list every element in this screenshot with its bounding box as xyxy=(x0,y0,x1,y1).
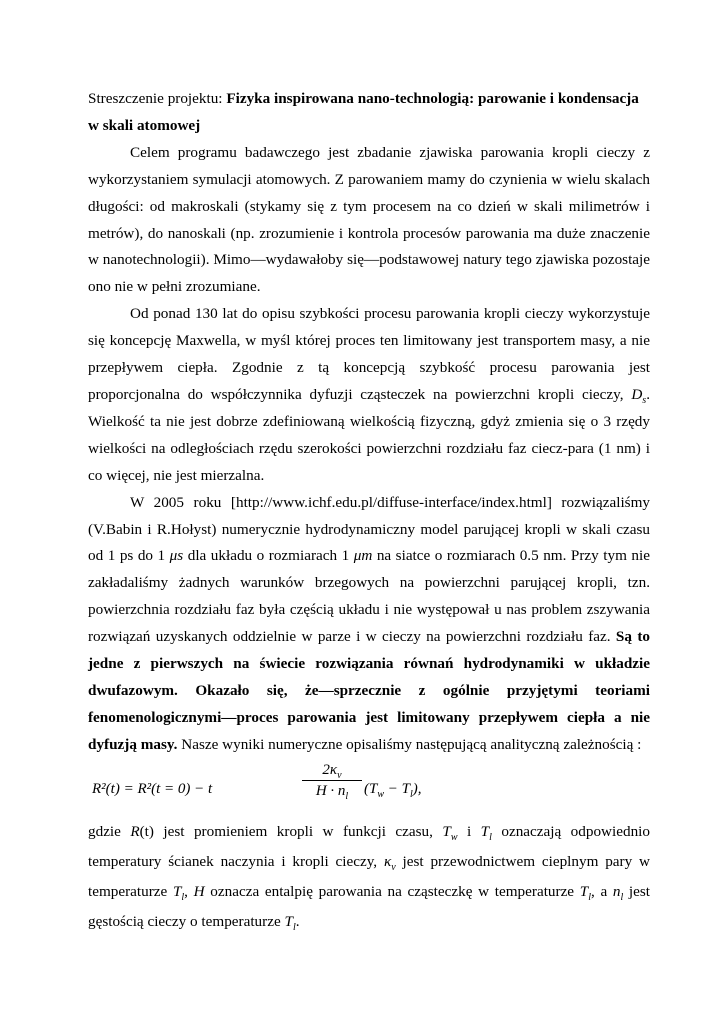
formula-lhs: R²(t) = R²(t = 0) − t xyxy=(92,780,213,797)
numerator-text: 2κ xyxy=(322,761,338,778)
title-prefix: Streszczenie projektu: xyxy=(88,90,227,107)
p4-nl: n xyxy=(612,882,621,900)
p4-Tl: T xyxy=(480,822,490,840)
formula-fraction xyxy=(302,761,362,800)
p4-Tw: T xyxy=(442,822,451,840)
p4-Tl3-sub: l xyxy=(588,891,591,903)
paragraph-2-text: Od ponad 130 lat do opisu szybkości procesu parowania kropli cieczy wykorzystuje się koncepcję Maxwella, w myśl której proces ten limitowany jest transportem masy, a nie przepływem ciepła. Zgodnie z tą koncepcją szybkość procesu parowania jest proporcjonalna do współczynnika dyfuzji cząsteczek na powierzchni kropli cieczy, xyxy=(88,305,650,403)
p4-9: jest gęstością cieczy o temperaturze xyxy=(88,882,651,930)
p4-nl-sub: l xyxy=(620,891,624,903)
unit-microsecond: μs xyxy=(169,547,184,565)
p4-Tl4-sub: l xyxy=(292,921,296,933)
p4-8: , a xyxy=(590,882,613,900)
rhs-sub1: w xyxy=(377,788,385,800)
p4-Tw-sub: w xyxy=(450,831,458,843)
p4-kappa: κ xyxy=(383,852,392,870)
fraction-bar xyxy=(302,780,362,781)
p4-10: . xyxy=(295,912,300,930)
document-title xyxy=(88,86,650,140)
paragraph-1: Celem programu badawczego jest zbadanie zjawiska parowania kropli cieczy z wykorzystaniem symulacji atomowych. Z parowaniem mamy do czynienia w wielu skalach długości: od makroskali (stykamy się z tym procesem na co dzień w skali milimetrów i metrów), do nanoskali (np. zrozumienie i kontrola procesów parowania ma duże znaczenie w nanotechnologii). Mimo—wydawałoby się—podstawowej natury tego zjawiska pozostaje ono nie w pełni zrozumiane. xyxy=(88,143,650,296)
rhs-end: ), xyxy=(412,780,422,797)
paragraph-2-text2: . Wielkość ta nie jest dobrze zdefiniowaną wielkością fizyczną, gdyż zmienia się o 3 rzędy wielkości na odległościach rzędu szerokości powierzchni rozdziału faz ciecz-para (1 nm) i co więcej, nie jest mierzalna. xyxy=(88,385,650,484)
p4-7: oznacza entalpię parowania na cząsteczkę w temperaturze xyxy=(204,882,580,900)
p4-R: R xyxy=(130,822,140,840)
rhs-text: (T xyxy=(364,780,378,797)
p4-1: gdzie xyxy=(88,822,131,840)
formula-rhs xyxy=(364,776,422,803)
formula xyxy=(88,759,650,817)
p4-Tl2-sub: l xyxy=(181,891,185,903)
formula-numerator xyxy=(302,761,362,779)
paragraph-4 xyxy=(88,817,650,937)
paragraph-3 xyxy=(88,490,650,759)
p4-2: (t) jest promieniem kropli w funkcji czasu, xyxy=(139,822,443,840)
paragraph-3-part4: Nasze wyniki numeryczne opisaliśmy następującą analityczną zależnością : xyxy=(177,735,642,753)
p4-3: i xyxy=(457,822,481,840)
symbol-D-sub: s xyxy=(642,395,647,406)
rhs-mid: − T xyxy=(384,780,410,797)
p4-4: oznaczają odpowiednio temperatury ścianek naczynia i kropli cieczy, xyxy=(88,822,650,870)
p4-kappa-sub: v xyxy=(391,861,396,873)
title-bold: Fizyka inspirowana nano-technologią: parowanie i kondensacja w skali atomowej xyxy=(88,90,639,134)
paragraph-3-part2: dla układu o rozmiarach 1 xyxy=(183,547,354,565)
unit-micrometer: μm xyxy=(353,547,373,565)
paragraph-2 xyxy=(88,301,650,489)
p4-5: jest przewodnictwem cieplnym pary w temperaturze xyxy=(88,852,650,900)
denominator-sub: l xyxy=(345,790,349,802)
paragraph-3-part3: na siatce o rozmiarach 0.5 nm. Przy tym nie zakładaliśmy żadnych warunków brzegowych na powierzchni parującej kropli, tzn. powierzchnia rozdziału faz była częścią układu i nie występował u nas problem zszywania rozwiązań uzyskanych oddzielnie w parze i w cieczy na powierzchni rozdziału faz. xyxy=(88,547,650,646)
p4-Tl-sub: l xyxy=(489,831,492,843)
p4-Tl2: T xyxy=(172,882,182,900)
p4-Tl4: T xyxy=(284,912,293,930)
numerator-sub: v xyxy=(337,769,342,781)
symbol-D: D xyxy=(631,385,643,403)
document-page xyxy=(88,86,650,937)
p4-Tl3: T xyxy=(579,882,589,900)
formula-denominator xyxy=(302,782,362,800)
p4-H: H xyxy=(193,882,205,900)
p4-6: , xyxy=(184,882,194,900)
paragraph-3-part1: W 2005 roku [http://www.ichf.edu.pl/diffuse-interface/index.html] rozwiązaliśmy (V.Babin i R.Hołyst) numerycznie hydrodynamiczny model parującej kropli w skali czasu od 1 ps do 1 xyxy=(88,493,650,565)
paragraph-3-bold: Są to jedne z pierwszych na świecie rozwiązania równań hydrodynamiki w układzie dwufazowym. Okazało się, że—sprzecznie z ogólnie przyjętymi teoriami fenomenologicznymi—proces parowania jest limitowany przepływem ciepła a nie dyfuzją masy. xyxy=(88,628,650,753)
rhs-sub2: l xyxy=(409,788,413,800)
denominator-text: H · n xyxy=(315,782,346,799)
